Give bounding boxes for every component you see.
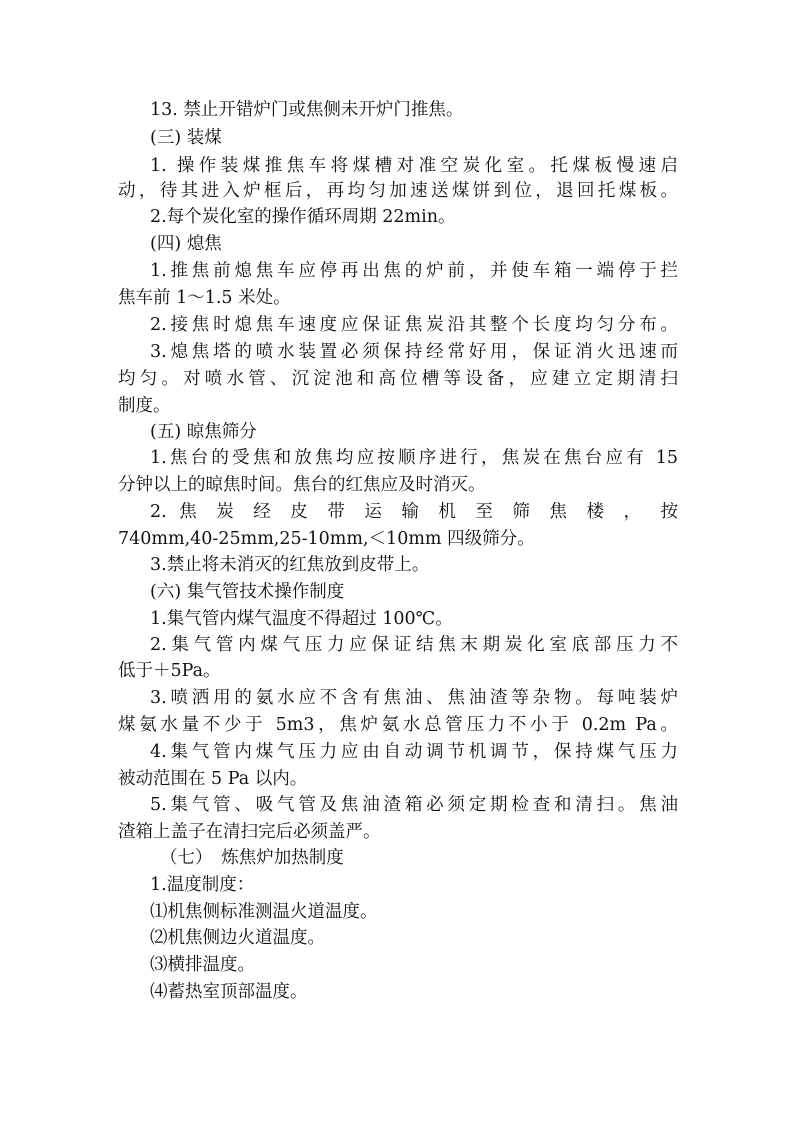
text-line: 3.喷洒用的氨水应不含有焦油、焦油渣等杂物。每吨装炉 (150, 688, 678, 708)
text-line: 740mm,40-25mm,25-10mm,＜10mm 四级筛分。 (118, 529, 535, 549)
section-heading: (五) 晾焦筛分 (150, 422, 257, 442)
text-line: 2.集气管内煤气压力应保证结焦末期炭化室底部压力不 (150, 635, 678, 655)
text-line: 1.推焦前熄焦车应停再出焦的炉前，并使车箱一端停于拦 (150, 261, 678, 281)
text-line: 13. 禁止开错炉门或焦侧未开炉门推焦。 (150, 100, 464, 120)
text-line: 1.集气管内煤气温度不得超过 100℃。 (150, 609, 453, 629)
text-line: 4.集气管内煤气压力应由自动调节机调节，保持煤气压力 (150, 742, 678, 762)
text-line: 分钟以上的晾焦时间。焦台的红焦应及时消灭。 (118, 475, 486, 495)
text-line: 被动范围在 5 Pa 以内。 (118, 769, 308, 789)
text-line: 动，待其进入炉框后，再均匀加速送煤饼到位，退回托煤板。 (118, 181, 678, 201)
text-line: 均匀。对喷水管、沉淀池和高位槽等设备，应建立定期清扫 (118, 369, 678, 389)
text-line: ⑵机焦侧边火道温度。 (150, 928, 325, 948)
section-heading: (四) 熄焦 (150, 234, 222, 254)
text-line: 1.焦台的受焦和放焦均应按顺序进行，焦炭在焦台应有 15 (150, 448, 678, 468)
text-line: 渣箱上盖子在清扫完后必须盖严。 (118, 822, 381, 842)
text-line: 2.接焦时熄焦车速度应保证焦炭沿其整个长度均匀分布。 (150, 315, 678, 335)
text-line: 5.集气管、吸气管及焦油渣箱必须定期检查和清扫。焦油 (150, 795, 678, 815)
section-heading: (六) 集气管技术操作制度 (150, 582, 345, 602)
text-line: 低于＋5Pa。 (118, 661, 221, 681)
text-line: 1.温度制度： (150, 875, 255, 895)
text-line: 1. 操作装煤推焦车将煤槽对准空炭化室。托煤板慢速启 (150, 156, 678, 176)
text-line: ⑷蓄热室顶部温度。 (150, 982, 308, 1002)
text-line: 2. 焦 炭 经 皮 带 运 输 机 至 筛 焦 楼 ， 按 (150, 502, 678, 522)
text-line: 3.熄焦塔的喷水装置必须保持经常好用，保证消火迅速而 (150, 342, 678, 362)
text-line: 煤氨水量不少于 5m3，焦炉氨水总管压力不小于 0.2m Pa。 (118, 715, 678, 735)
section-heading: (三) 装煤 (150, 128, 222, 148)
text-line: ⑶横排温度。 (150, 955, 255, 975)
text-line: 2.每个炭化室的操作循环周期 22min。 (150, 207, 456, 227)
text-line: 焦车前 1～1.5 米处。 (118, 288, 291, 308)
text-line: 制度。 (118, 396, 171, 416)
text-line: ⑴机焦侧标准测温火道温度。 (150, 902, 378, 922)
text-line: 3.禁止将未消灭的红焦放到皮带上。 (150, 555, 430, 575)
section-heading: （七） 炼焦炉加热制度 (160, 848, 344, 868)
